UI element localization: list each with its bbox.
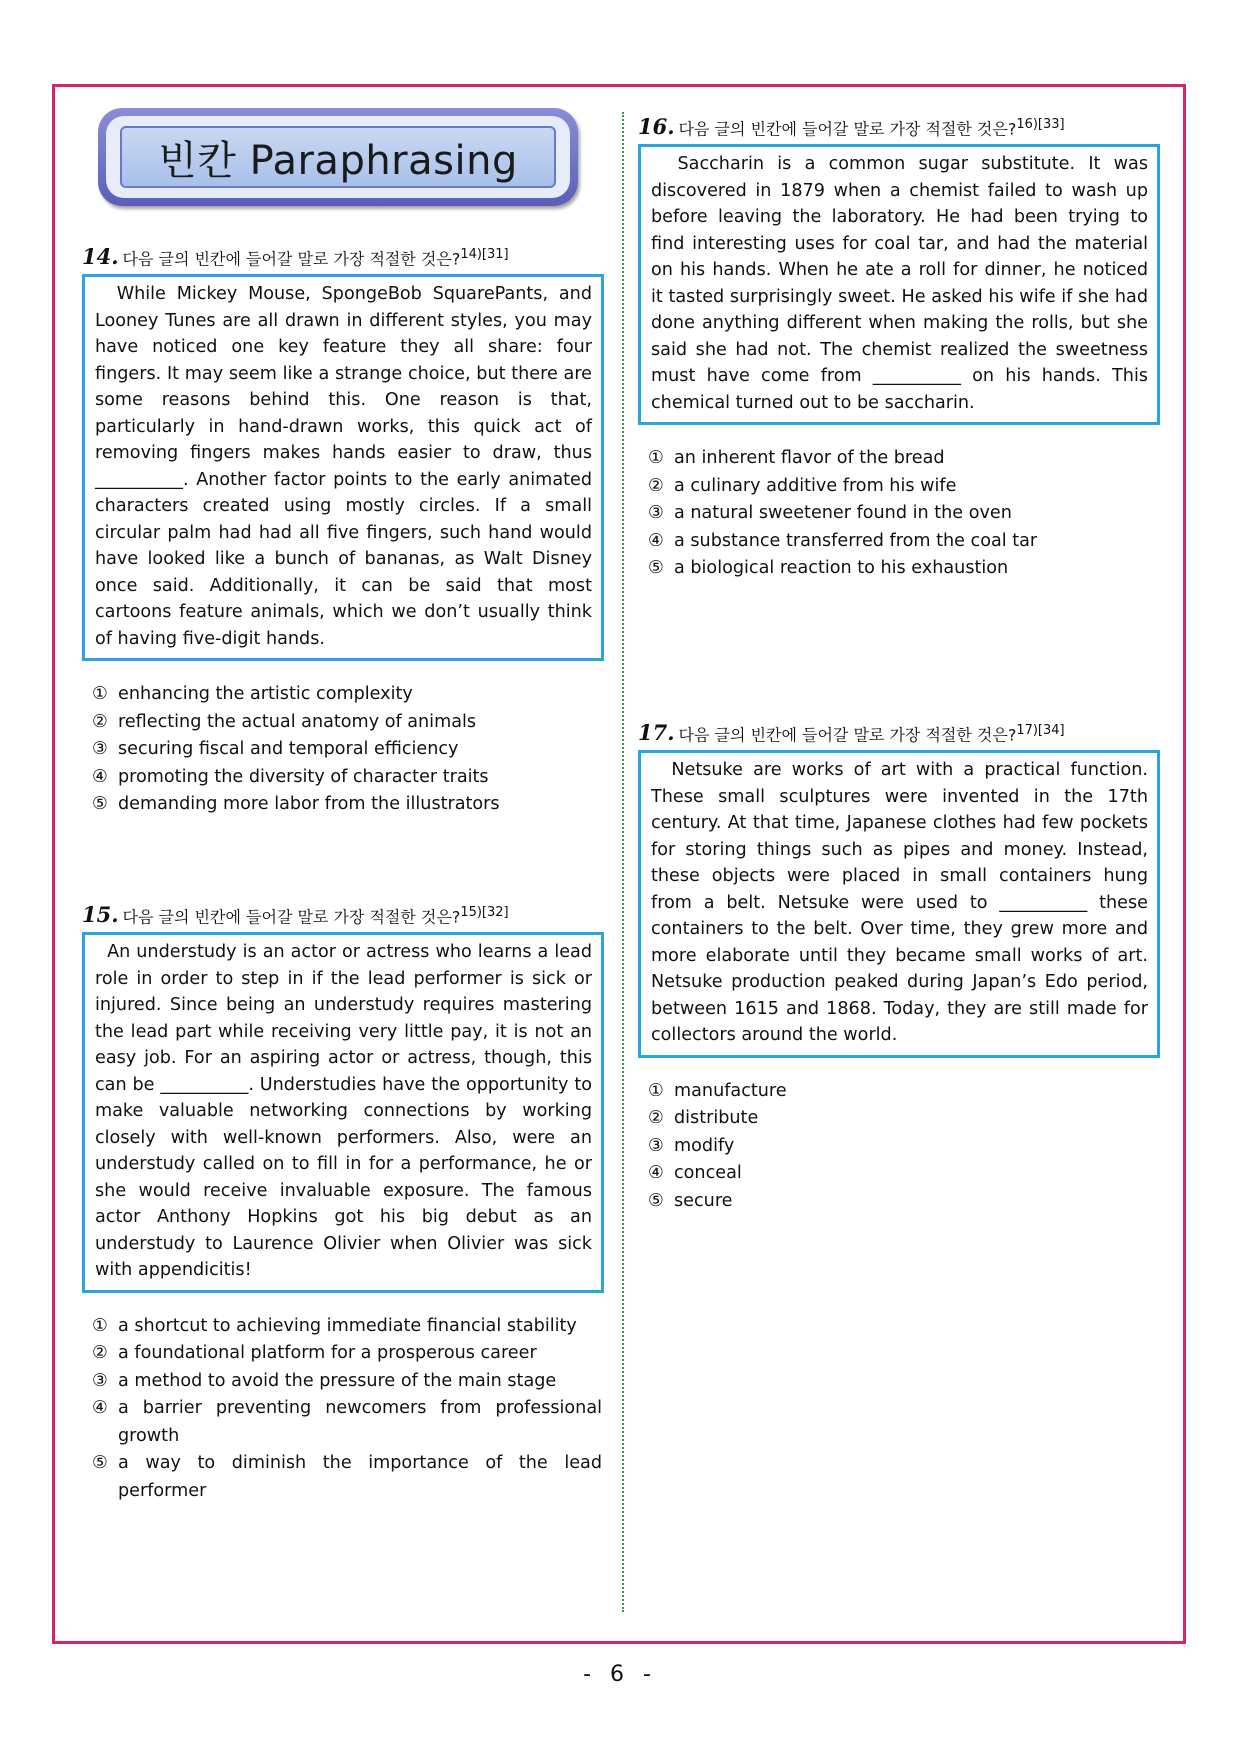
passage-box — [82, 274, 604, 661]
answer-choices — [638, 1078, 1160, 1216]
question-source: 15)[32] — [460, 905, 509, 920]
question-source: 16)[33] — [1016, 117, 1065, 132]
question-source: 17)[34] — [1016, 723, 1065, 738]
passage-box — [638, 750, 1160, 1058]
choice-5[interactable]: ⑤ a biological reaction to his exhaustion — [648, 558, 1009, 579]
passage-text: While Mickey Mouse, SpongeBob SquarePants, and Looney Tunes are all drawn in different styles, you may have noticed one key feature they all share: four fingers. It may seem like a strange choice, but there are some reasons behind this. One reason is that, particularly in hand-drawn works, this quick act of removing fingers makes hands easier to draw, thus __________. Another factor points to the early animated characters created using mostly circles. If a small circular palm had had all five fingers, such hand would have looked like a bunch of bananas, as Walt Disney once said. Additionally, it can be said that most cartoons feature animals, which we don’t usually think of having five-digit hands. — [95, 284, 592, 649]
question-instruction: 다음 글의 빈칸에 들어갈 말로 가장 적절한 것은? — [678, 119, 1017, 139]
choice-1[interactable]: ① manufacture — [648, 1080, 787, 1101]
choice-4[interactable]: ④ conceal — [648, 1163, 742, 1184]
choice-5[interactable]: ⑤ secure — [648, 1190, 733, 1211]
choice-2[interactable]: ② distribute — [648, 1108, 759, 1129]
question-header — [82, 244, 604, 270]
choice-1[interactable]: ① enhancing the artistic complexity — [92, 684, 413, 705]
question-number: 17. — [638, 720, 675, 746]
question-header — [82, 902, 604, 928]
choice-1[interactable]: ① a shortcut to achieving immediate financial stability — [92, 1315, 577, 1336]
answer-choices — [82, 681, 604, 819]
passage-box — [82, 932, 604, 1293]
question-instruction: 다음 글의 빈칸에 들어갈 말로 가장 적절한 것은? — [678, 725, 1017, 745]
choice-1[interactable]: ① an inherent flavor of the bread — [648, 448, 945, 469]
question-17 — [638, 720, 1160, 1215]
section-title: 빈칸 Paraphrasing — [158, 137, 518, 184]
passage-text: Netsuke are works of art with a practical function. These small sculptures were invented in the 17th century. At that time, Japanese clothes had few pockets for storing things such as pipes and money. Instead, these objects were placed in small containers hung from a belt. Netsuke were used to __________ these containers to the belt. Over time, they grew more and more elaborate until they became small works of art. Netsuke production peaked during Japan’s Edo period, between 1615 and 1868. Today, they are still made for collectors around the world. — [651, 760, 1148, 1046]
question-header — [638, 114, 1160, 140]
answer-choices — [638, 445, 1160, 583]
choice-3[interactable]: ③ modify — [648, 1135, 735, 1156]
question-source: 14)[31] — [460, 247, 509, 262]
question-number: 14. — [82, 244, 119, 270]
choice-4[interactable]: ④ promoting the diversity of character traits — [92, 766, 489, 787]
question-14 — [82, 244, 604, 819]
question-number: 15. — [82, 902, 119, 928]
answer-choices — [82, 1313, 604, 1506]
choice-4[interactable]: ④ a barrier preventing newcomers from professional growth — [92, 1398, 602, 1446]
passage-text: Saccharin is a common sugar substitute. It was discovered in 1879 when a chemist failed to wash up before leaving the laboratory. He had been trying to find interesting uses for coal tar, and had the material on his hands. When he ate a roll for dinner, he noticed it tasted surprisingly sweet. He asked his wife if she had done anything different when making the rolls, but she said she had not. The chemist realized the sweetness must have come from __________ on his hands. This chemical turned out to be saccharin. — [651, 154, 1148, 413]
passage-box — [638, 144, 1160, 425]
choice-2[interactable]: ② a foundational platform for a prosperous career — [92, 1343, 537, 1364]
question-header — [638, 720, 1160, 746]
page-number: - 6 - — [583, 1662, 657, 1687]
choice-2[interactable]: ② a culinary additive from his wife — [648, 475, 957, 496]
choice-3[interactable]: ③ a method to avoid the pressure of the main stage — [92, 1370, 557, 1391]
choice-3[interactable]: ③ a natural sweetener found in the oven — [648, 503, 1012, 524]
question-instruction: 다음 글의 빈칸에 들어갈 말로 가장 적절한 것은? — [122, 907, 461, 927]
section-title-banner — [98, 108, 578, 206]
choice-5[interactable]: ⑤ demanding more labor from the illustrators — [92, 794, 500, 815]
choice-4[interactable]: ④ a substance transferred from the coal tar — [648, 530, 1038, 551]
column-divider — [622, 112, 624, 1612]
question-15 — [82, 902, 604, 1505]
question-number: 16. — [638, 114, 675, 140]
passage-text: An understudy is an actor or actress who learns a lead role in order to step in if the lead performer is sick or injured. Since being an understudy requires mastering the lead part while receiving very little pay, it is not an easy job. For an aspiring actor or actress, though, this can be __________. Understudies have the opportunity to make valuable networking connections by working closely with well-known performers. Also, were an understudy called on to fill in for a performance, he or she would receive invaluable exposure. The famous actor Anthony Hopkins got his big debut as an understudy to Laurence Olivier when Olivier was sick with appendicitis! — [95, 942, 593, 1281]
choice-5[interactable]: ⑤ a way to diminish the importance of the lead performer — [92, 1453, 602, 1501]
choice-3[interactable]: ③ securing fiscal and temporal efficiency — [92, 739, 459, 760]
question-16 — [638, 114, 1160, 583]
question-instruction: 다음 글의 빈칸에 들어갈 말로 가장 적절한 것은? — [122, 249, 461, 269]
choice-2[interactable]: ② reflecting the actual anatomy of animals — [92, 711, 477, 732]
